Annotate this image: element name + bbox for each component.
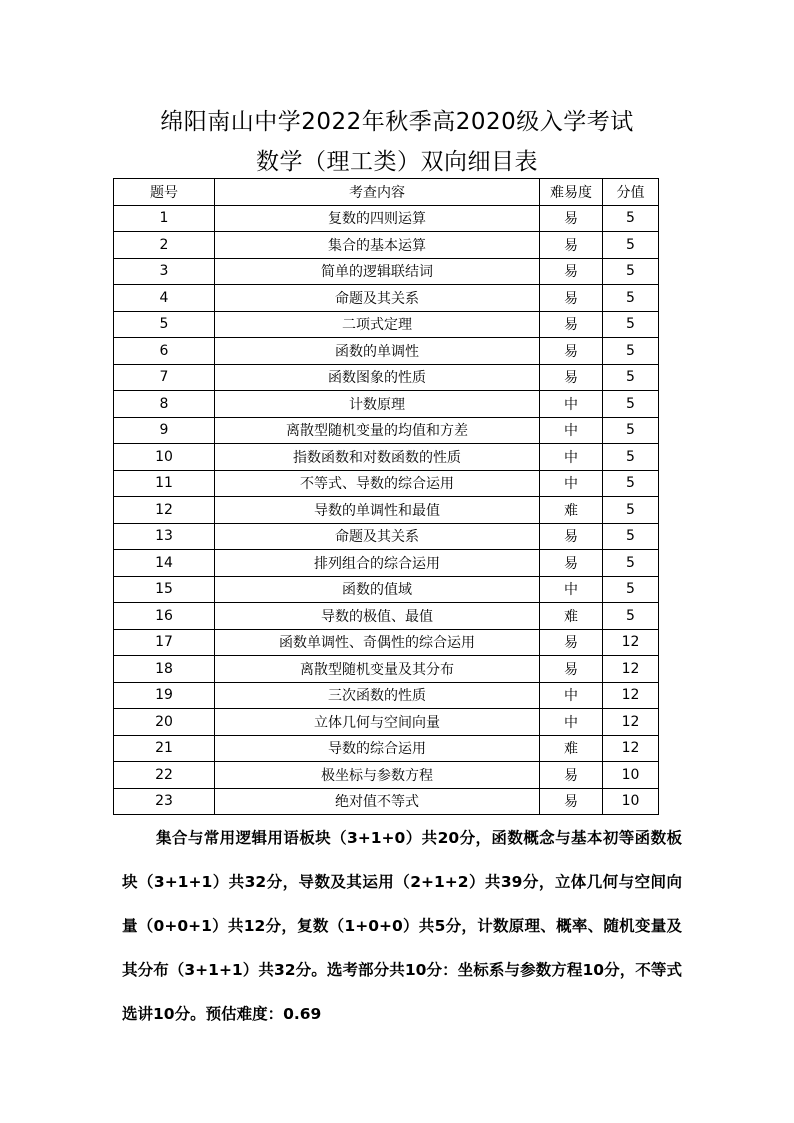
header-content: 考查内容 bbox=[215, 179, 540, 206]
question-number-cell: 8 bbox=[114, 391, 215, 418]
score-cell: 5 bbox=[603, 364, 659, 391]
content-cell: 函数单调性、奇偶性的综合运用 bbox=[215, 629, 540, 656]
content-cell: 导数的极值、最值 bbox=[215, 603, 540, 630]
question-number-cell: 17 bbox=[114, 629, 215, 656]
table-row bbox=[114, 735, 659, 762]
question-number-cell: 7 bbox=[114, 364, 215, 391]
table-row bbox=[114, 788, 659, 815]
score-cell: 5 bbox=[603, 391, 659, 418]
question-number-cell: 19 bbox=[114, 682, 215, 709]
score-cell: 5 bbox=[603, 497, 659, 524]
document-subtitle: 数学（理工类）双向细目表 bbox=[256, 149, 538, 175]
content-cell: 函数图象的性质 bbox=[215, 364, 540, 391]
score-cell: 10 bbox=[603, 788, 659, 815]
table-row bbox=[114, 444, 659, 471]
difficulty-cell: 易 bbox=[540, 629, 603, 656]
table-body bbox=[114, 205, 659, 815]
question-number-cell: 23 bbox=[114, 788, 215, 815]
question-number-cell: 2 bbox=[114, 232, 215, 259]
content-cell: 二项式定理 bbox=[215, 311, 540, 338]
difficulty-cell: 难 bbox=[540, 735, 603, 762]
difficulty-cell: 中 bbox=[540, 470, 603, 497]
question-number-cell: 22 bbox=[114, 762, 215, 789]
score-cell: 5 bbox=[603, 232, 659, 259]
content-cell: 复数的四则运算 bbox=[215, 205, 540, 232]
content-cell: 函数的单调性 bbox=[215, 338, 540, 365]
difficulty-cell: 易 bbox=[540, 285, 603, 312]
content-cell: 三次函数的性质 bbox=[215, 682, 540, 709]
difficulty-cell: 易 bbox=[540, 550, 603, 577]
score-cell: 5 bbox=[603, 444, 659, 471]
difficulty-cell: 易 bbox=[540, 311, 603, 338]
score-cell: 5 bbox=[603, 258, 659, 285]
question-number-cell: 21 bbox=[114, 735, 215, 762]
table-row bbox=[114, 338, 659, 365]
table-row bbox=[114, 470, 659, 497]
score-cell: 12 bbox=[603, 735, 659, 762]
table-row bbox=[114, 364, 659, 391]
score-cell: 12 bbox=[603, 656, 659, 683]
question-number-cell: 12 bbox=[114, 497, 215, 524]
question-number-cell: 13 bbox=[114, 523, 215, 550]
difficulty-cell: 中 bbox=[540, 709, 603, 736]
table-row bbox=[114, 391, 659, 418]
question-number-cell: 6 bbox=[114, 338, 215, 365]
score-cell: 5 bbox=[603, 205, 659, 232]
summary-paragraph: 集合与常用逻辑用语板块（3+1+0）共20分，函数概念与基本初等函数板块（3+1+1）共32分，导数及其运用（2+1+2）共39分，立体几何与空间向量（0+0+1）共12分，复数（1+0+0）共5分，计数原理、概率、随机变量及其分布（3+1+1）共32分。选考部分共10分：坐标系与参数方程10分，不等式选讲10分。预估难度：0.69 bbox=[122, 829, 682, 1023]
table-row bbox=[114, 523, 659, 550]
difficulty-cell: 难 bbox=[540, 497, 603, 524]
table-row bbox=[114, 629, 659, 656]
score-cell: 5 bbox=[603, 311, 659, 338]
content-cell: 集合的基本运算 bbox=[215, 232, 540, 259]
difficulty-cell: 易 bbox=[540, 788, 603, 815]
difficulty-cell: 中 bbox=[540, 391, 603, 418]
difficulty-cell: 易 bbox=[540, 523, 603, 550]
difficulty-cell: 易 bbox=[540, 338, 603, 365]
difficulty-cell: 中 bbox=[540, 444, 603, 471]
question-number-cell: 15 bbox=[114, 576, 215, 603]
content-cell: 命题及其关系 bbox=[215, 523, 540, 550]
content-cell: 立体几何与空间向量 bbox=[215, 709, 540, 736]
score-cell: 12 bbox=[603, 629, 659, 656]
difficulty-cell: 中 bbox=[540, 576, 603, 603]
content-cell: 命题及其关系 bbox=[215, 285, 540, 312]
score-cell: 5 bbox=[603, 603, 659, 630]
score-cell: 5 bbox=[603, 576, 659, 603]
table-row bbox=[114, 205, 659, 232]
question-number-cell: 11 bbox=[114, 470, 215, 497]
table-row bbox=[114, 576, 659, 603]
difficulty-cell: 易 bbox=[540, 232, 603, 259]
table-row bbox=[114, 656, 659, 683]
table-row bbox=[114, 682, 659, 709]
specification-table bbox=[113, 178, 659, 815]
score-cell: 5 bbox=[603, 285, 659, 312]
content-cell: 导数的综合运用 bbox=[215, 735, 540, 762]
document-title: 绵阳南山中学2022年秋季高2020级入学考试 bbox=[160, 109, 634, 135]
content-cell: 导数的单调性和最值 bbox=[215, 497, 540, 524]
score-cell: 5 bbox=[603, 550, 659, 577]
table-row bbox=[114, 311, 659, 338]
score-cell: 12 bbox=[603, 709, 659, 736]
content-cell: 指数函数和对数函数的性质 bbox=[215, 444, 540, 471]
question-number-cell: 4 bbox=[114, 285, 215, 312]
difficulty-cell: 易 bbox=[540, 656, 603, 683]
question-number-cell: 14 bbox=[114, 550, 215, 577]
table-row bbox=[114, 762, 659, 789]
table-row bbox=[114, 417, 659, 444]
difficulty-cell: 难 bbox=[540, 603, 603, 630]
table-row bbox=[114, 550, 659, 577]
content-cell: 排列组合的综合运用 bbox=[215, 550, 540, 577]
table-row bbox=[114, 258, 659, 285]
content-cell: 离散型随机变量的均值和方差 bbox=[215, 417, 540, 444]
difficulty-cell: 易 bbox=[540, 364, 603, 391]
difficulty-cell: 中 bbox=[540, 417, 603, 444]
question-number-cell: 16 bbox=[114, 603, 215, 630]
question-number-cell: 9 bbox=[114, 417, 215, 444]
score-cell: 5 bbox=[603, 523, 659, 550]
table-row bbox=[114, 709, 659, 736]
score-cell: 5 bbox=[603, 470, 659, 497]
question-number-cell: 5 bbox=[114, 311, 215, 338]
question-number-cell: 1 bbox=[114, 205, 215, 232]
table-row bbox=[114, 285, 659, 312]
table-row bbox=[114, 232, 659, 259]
question-number-cell: 3 bbox=[114, 258, 215, 285]
score-cell: 12 bbox=[603, 682, 659, 709]
difficulty-cell: 易 bbox=[540, 205, 603, 232]
table-row bbox=[114, 497, 659, 524]
content-cell: 极坐标与参数方程 bbox=[215, 762, 540, 789]
content-cell: 计数原理 bbox=[215, 391, 540, 418]
difficulty-cell: 中 bbox=[540, 682, 603, 709]
content-cell: 简单的逻辑联结词 bbox=[215, 258, 540, 285]
difficulty-cell: 易 bbox=[540, 762, 603, 789]
question-number-cell: 10 bbox=[114, 444, 215, 471]
content-cell: 绝对值不等式 bbox=[215, 788, 540, 815]
header-score: 分值 bbox=[603, 179, 659, 206]
question-number-cell: 20 bbox=[114, 709, 215, 736]
content-cell: 不等式、导数的综合运用 bbox=[215, 470, 540, 497]
content-cell: 离散型随机变量及其分布 bbox=[215, 656, 540, 683]
table-row bbox=[114, 603, 659, 630]
score-cell: 10 bbox=[603, 762, 659, 789]
question-number-cell: 18 bbox=[114, 656, 215, 683]
header-difficulty: 难易度 bbox=[540, 179, 603, 206]
header-question-number: 题号 bbox=[114, 179, 215, 206]
difficulty-cell: 易 bbox=[540, 258, 603, 285]
content-cell: 函数的值域 bbox=[215, 576, 540, 603]
table-header-row bbox=[114, 179, 659, 206]
score-cell: 5 bbox=[603, 338, 659, 365]
score-cell: 5 bbox=[603, 417, 659, 444]
